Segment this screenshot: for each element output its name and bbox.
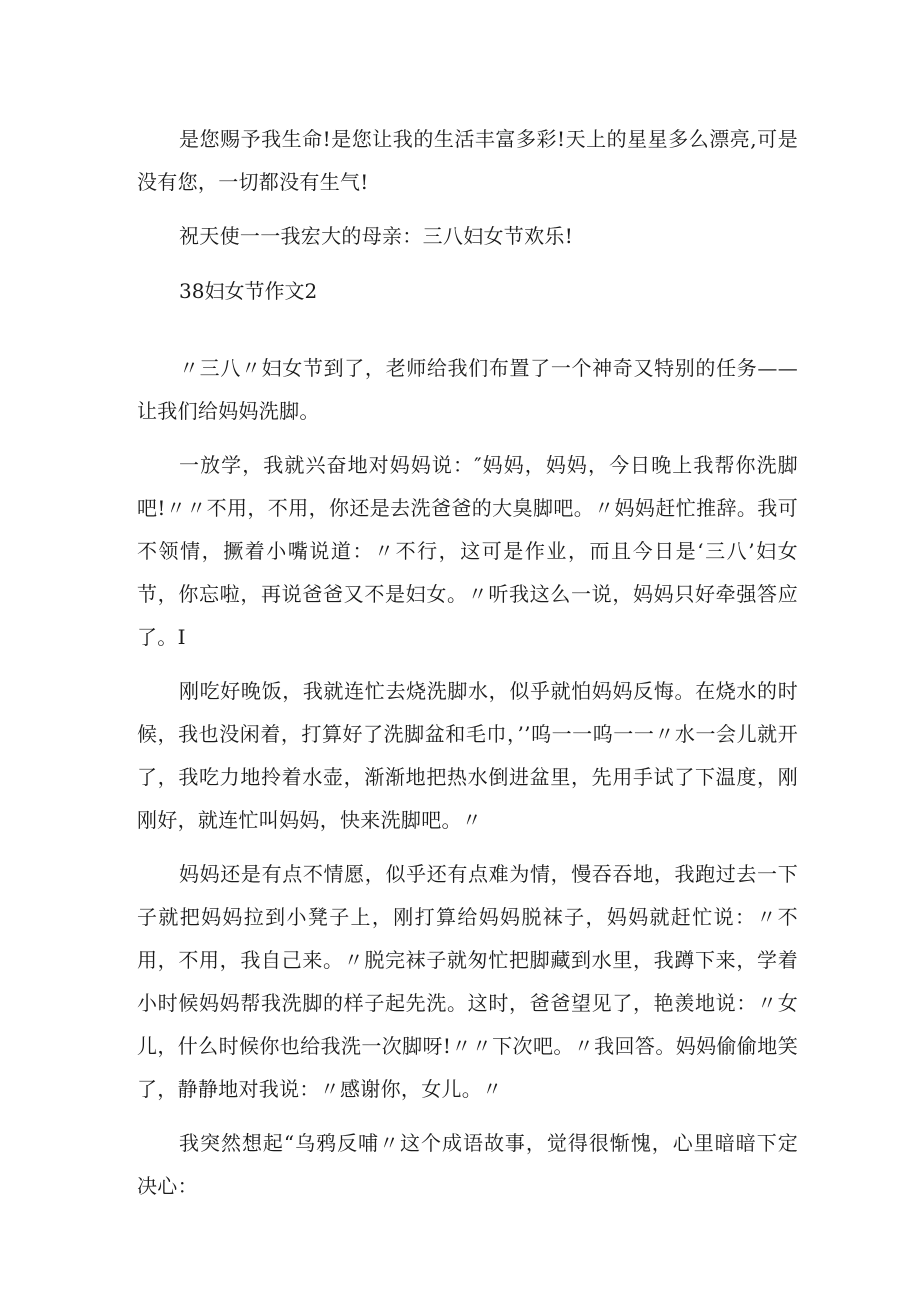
section-title: 38妇女节作文2 <box>179 279 318 303</box>
essay-paragraph-3: 刚吃好晚饭，我就连忙去烧洗脚水，似乎就怕妈妈反悔。在烧水的时候，我也没闲着，打算好了洗脚盆和毛巾，’’呜一一呜一一〃水一会儿就开了，我吃力地拎着水壶，渐渐地把热水倒进盆里，先用手试了下温度，刚刚好，就连忙叫妈妈，快来洗脚吧。〃 <box>137 679 798 832</box>
essay-paragraph-5: 我突然想起“乌鸦反哺〃这个成语故事，觉得很惭愧，心里暗暗下定决心： <box>137 1131 798 1198</box>
greeting-paragraph: 祝天使一一我宏大的母亲：三八妇女节欢乐! <box>179 224 574 248</box>
essay-paragraph-4: 妈妈还是有点不情愿，似乎还有点难为情，慢吞吞地，我跑过去一下子就把妈妈拉到小凳子上，刚打算给妈妈脱袜子，妈妈就赶忙说：〃不用，不用，我自己来。〃脱完袜子就匆忙把脚藏到水里，我蹲下来，学着小时候妈妈帮我洗脚的样子起先洗。这时，爸爸望见了，艳羡地说：〃女儿，什么时候你也给我洗一次脚呀!〃〃下次吧。〃我回答。妈妈偷偷地笑了，静静地对我说：〃感谢你，女儿。〃 <box>137 862 798 1101</box>
essay-paragraph-1: 〃三八〃妇女节到了，老师给我们布置了一个神奇又特别的任务——让我们给妈妈洗脚。 <box>137 356 798 423</box>
essay-paragraph-2: 一放学，我就兴奋地对妈妈说：″妈妈，妈妈，今日晚上我帮你洗脚吧!〃〃不用，不用，你还是去洗爸爸的大臭脚吧。〃妈妈赶忙推辞。我可不领情，撅着小嘴说道：〃不行，这可是作业，而且今日是‘三八’妇女节，你忘啦，再说爸爸又不是妇女。〃听我这么一说，妈妈只好牵强答应了。I <box>137 453 798 649</box>
closing-paragraph: 是您赐予我生命!是您让我的生活丰富多彩!天上的星星多么漂亮,可是没有您，一切都没有生气! <box>137 127 798 194</box>
